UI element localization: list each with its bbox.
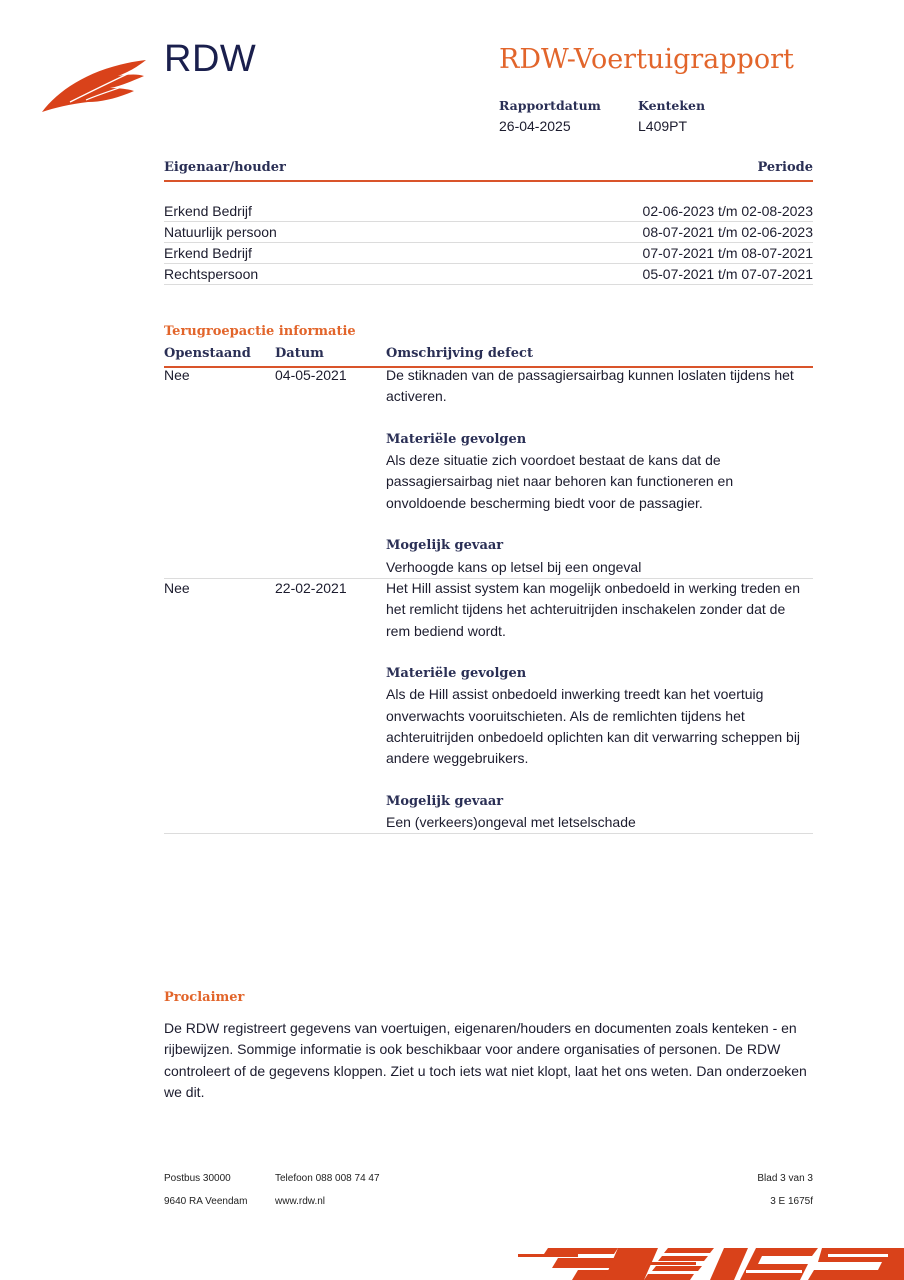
table-row [164, 264, 813, 285]
owners-table-header [164, 158, 813, 182]
recall-description: De stiknaden van de passagiersairbag kunnen loslaten tijdens het activeren. [386, 367, 794, 405]
recall-date: 22-02-2021 [275, 580, 347, 596]
recall-open-status: Nee [164, 367, 190, 383]
rdw-logo-icon [40, 58, 150, 116]
owner-type: Natuurlijk persoon [164, 224, 277, 240]
owner-period: 05-07-2021 t/m 07-07-2021 [642, 266, 813, 282]
footer-address-line2: 9640 RA Veendam [164, 1196, 248, 1207]
decorative-stripes-icon [518, 1240, 904, 1280]
recall-description-block [386, 578, 813, 834]
open-column-header: Openstaand [164, 346, 251, 361]
recall-open-status: Nee [164, 580, 190, 596]
owner-type: Erkend Bedrijf [164, 245, 252, 261]
period-column-header: Periode [757, 160, 813, 175]
table-row [164, 222, 813, 243]
footer-document-code: 3 E 1675f [770, 1196, 813, 1207]
owner-period: 08-07-2021 t/m 02-06-2023 [642, 224, 813, 240]
logo-text: RDW [164, 38, 257, 80]
report-date: 26-04-2025 [499, 118, 571, 134]
table-row [164, 365, 813, 579]
table-row [164, 578, 813, 834]
possible-danger: Verhoogde kans op letsel bij een ongeval [386, 558, 642, 575]
table-row [164, 201, 813, 222]
footer-website-link[interactable]: www.rdw.nl [275, 1196, 326, 1207]
footer-page-number: Blad 3 van 3 [757, 1173, 813, 1184]
material-consequences: Als deze situatie zich voordoet bestaat de kans dat de passagiersairbag niet naar behoren kan functioneren en onvoldoende bescherming biedt voor de passagier. [386, 452, 734, 511]
recall-section-title: Terugroepactie informatie [164, 324, 356, 339]
report-title: RDW-Voertuigrapport [499, 44, 794, 75]
plate-label: Kenteken [638, 98, 706, 113]
proclaimer-title: Proclaimer [164, 990, 245, 1005]
owner-period: 02-06-2023 t/m 02-08-2023 [642, 203, 813, 219]
table-row [164, 243, 813, 264]
material-consequences-label: Materiële gevolgen [386, 666, 527, 682]
proclaimer-text: De RDW registreert gegevens van voertuigen, eigenaren/houders en documenten zoals kenteken - en rijbewijzen. Sommige informatie is ook beschikbaar voor andere organisaties of personen. De RDW controleert of de gegevens kloppen. Ziet u toch iets wat niet klopt, laat het ons weten. Dan onderzoeken we dit. [164, 1020, 807, 1100]
material-consequences-label: Materiële gevolgen [386, 431, 527, 447]
possible-danger-label: Mogelijk gevaar [386, 793, 504, 809]
material-consequences: Als de Hill assist onbedoeld inwerking treedt kan het voertuig onverwachts vooruitschieten. Als de remlichten tijdens het achteruitrijden onbedoeld oplichten kan dit verwarring scheppen bij andere weggebruikers. [386, 686, 801, 767]
possible-danger-label: Mogelijk gevaar [386, 538, 504, 554]
plate-number: L409PT [638, 118, 688, 134]
date-column-header: Datum [275, 346, 324, 361]
footer-phone: Telefoon 088 008 74 47 [275, 1173, 380, 1184]
owner-type: Erkend Bedrijf [164, 203, 252, 219]
recall-description: Het Hill assist system kan mogelijk onbedoeld in werking treden en het remlicht tijdens het achteruitrijden inschakelen zonder dat de rem bediend wordt. [386, 580, 800, 639]
possible-danger: Een (verkeers)ongeval met letselschade [386, 814, 636, 831]
owner-type: Rechtspersoon [164, 266, 259, 282]
recall-date: 04-05-2021 [275, 367, 347, 383]
description-column-header: Omschrijving defect [386, 346, 533, 361]
recall-description-block [386, 365, 813, 578]
owner-period: 07-07-2021 t/m 08-07-2021 [642, 245, 813, 261]
report-date-label: Rapportdatum [499, 98, 601, 113]
owner-column-header: Eigenaar/houder [164, 160, 286, 175]
footer-address-line1: Postbus 30000 [164, 1173, 231, 1184]
